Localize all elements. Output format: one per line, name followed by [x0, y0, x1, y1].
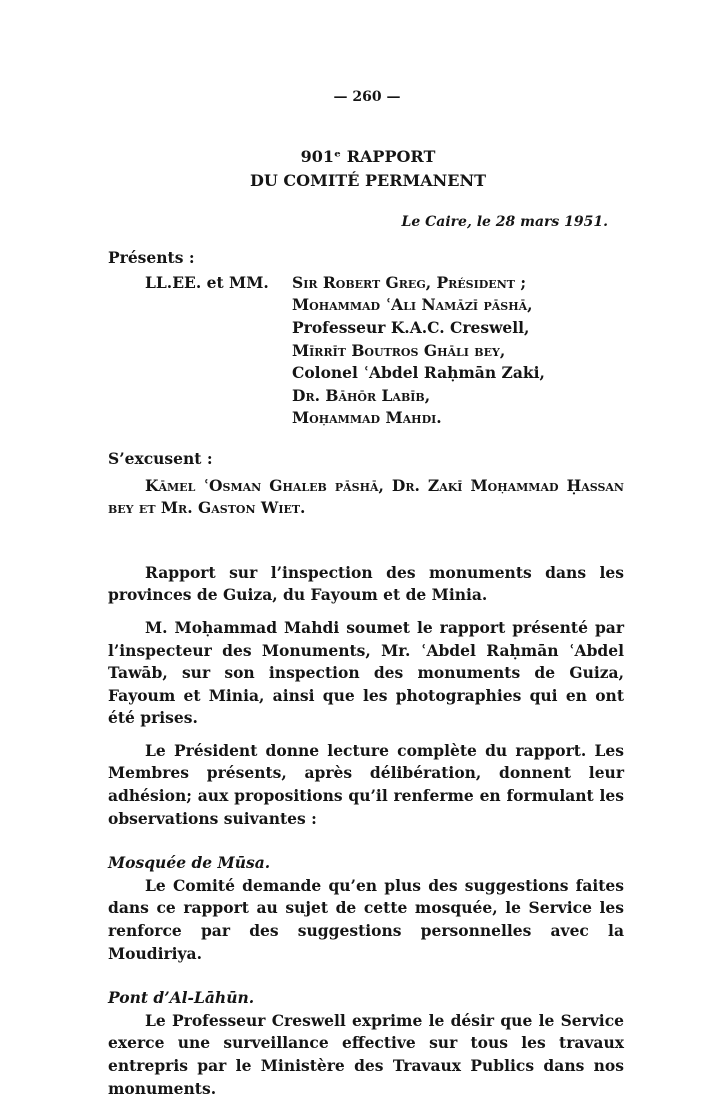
member-name: Mīrrīt Boutros Ghāli bey, — [292, 340, 506, 360]
presents-block — [108, 272, 624, 430]
excused-list: Kāmel ʿOsman Ghaleb pāshā, Dr. Zakī Moḥammad Ḥassan bey et Mr. Gaston Wiet. — [108, 475, 624, 518]
report-title-line-2: DU COMITÉ PERMANENT — [250, 170, 486, 190]
excused-label: S’excusent : — [108, 448, 213, 468]
member-name: Professeur K.A.C. Creswell, — [292, 317, 530, 337]
member-name: Moḥammad Mahdi. — [292, 408, 442, 428]
page-number: — 260 — — [333, 89, 401, 105]
document-page — [108, 86, 624, 1100]
body-paragraph: Rapport sur l’inspection des monuments dans les provinces de Guiza, du Fayoum et de Minia. — [108, 562, 624, 605]
member-name: Colonel ʿAbdel Raḥmān Zaki, — [292, 363, 545, 383]
body-paragraph: Le Comité demande qu’en plus des suggestions faites dans ce rapport au sujet de cette mosquée, le Service les renforce par des suggestions personnelles avec la Moudiriya. — [108, 875, 624, 963]
subheading-bridge: Pont d’Al-Lāhūn. — [108, 988, 255, 1008]
member-name: Dr. Bāhōr Labīb, — [292, 385, 431, 405]
body-paragraph: M. Moḥammad Mahdi soumet le rapport présenté par l’inspecteur des Monuments, Mr. ʿAbdel Raḥmān ʿAbdel Tawāb, sur son inspection des monuments de Guiza, Fayoum et Minia, ainsi que les photographies qui en ont été prises. — [108, 617, 624, 728]
presents-lead: LL.EE. et MM. — [145, 272, 269, 292]
members-list — [292, 272, 545, 430]
subheading-mosque: Mosquée de Mūsa. — [108, 853, 271, 873]
presents-label: Présents : — [108, 248, 195, 268]
member-name: Mohammad ʿAli Namāzī pāshā, — [292, 295, 533, 315]
report-title-line-1: 901ᵉ RAPPORT — [300, 146, 436, 166]
report-title — [108, 145, 624, 193]
member-name: Sir Robert Greg, Président ; — [292, 272, 527, 292]
dateline: Le Caire, le 28 mars 1951. — [401, 213, 608, 230]
body-paragraph: Le Président donne lecture complète du rapport. Les Membres présents, après délibération, donnent leur adhésion; aux propositions qu’il renferme en formulant les observations suivantes : — [108, 740, 624, 828]
body-paragraph: Le Professeur Creswell exprime le désir que le Service exerce une surveillance effective sur tous les travaux entrepris par le Ministère des Travaux Publics dans nos monuments. — [108, 1010, 624, 1098]
